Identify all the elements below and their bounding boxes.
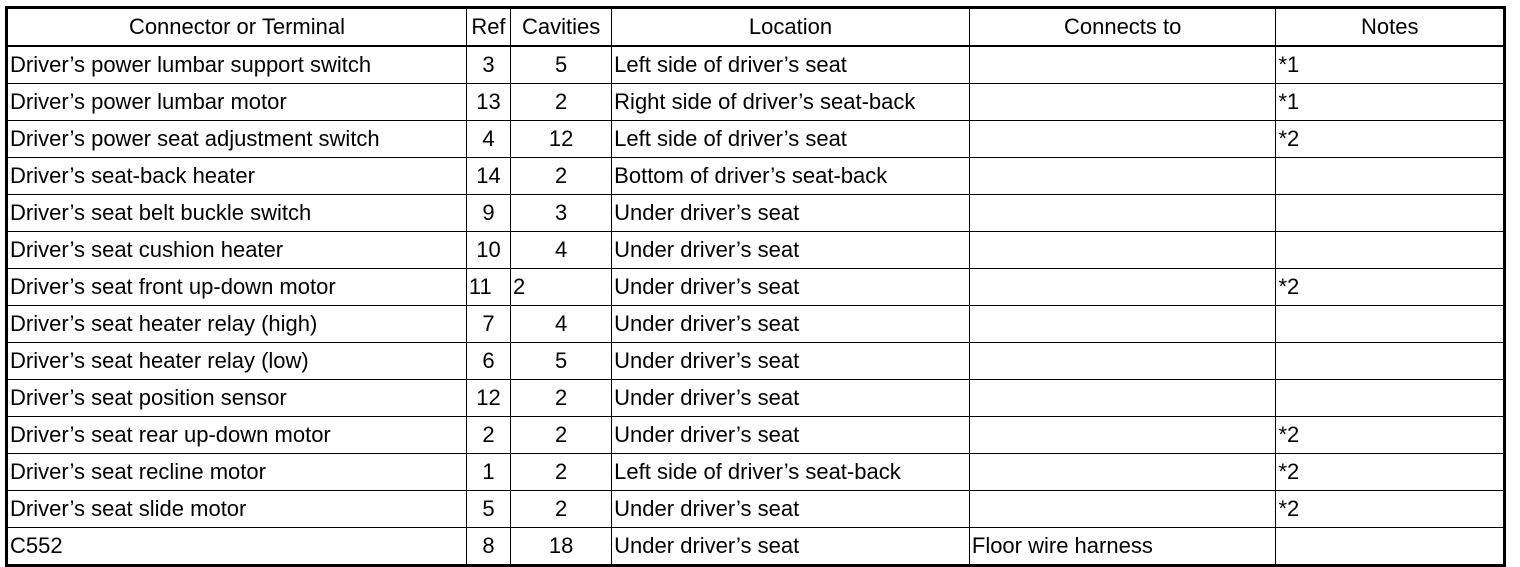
cell-location: Under driver’s seat [612,380,970,417]
cell-location: Under driver’s seat [612,306,970,343]
cell-connector: Driver’s seat rear up-down motor [7,417,467,454]
cell-ref: 12 [466,380,510,417]
cell-connects-to [969,306,1276,343]
cell-cavities: 4 [510,232,611,269]
cell-cavities: 2 [510,269,611,306]
cell-notes: *1 [1276,84,1505,121]
cell-notes [1276,232,1505,269]
cell-ref: 13 [466,84,510,121]
cell-notes: *2 [1276,121,1505,158]
cell-cavities: 5 [510,343,611,380]
header-connects-to: Connects to [969,8,1276,47]
cell-connector: Driver’s power lumbar support switch [7,46,467,84]
cell-notes [1276,380,1505,417]
cell-connector: Driver’s seat slide motor [7,491,467,528]
cell-ref: 1 [466,454,510,491]
cell-cavities: 12 [510,121,611,158]
cell-notes [1276,528,1505,566]
cell-ref: 7 [466,306,510,343]
cell-cavities: 18 [510,528,611,566]
cell-location: Left side of driver’s seat [612,46,970,84]
cell-connects-to [969,46,1276,84]
cell-ref: 3 [466,46,510,84]
header-ref: Ref [466,8,510,47]
cell-ref: 6 [466,343,510,380]
cell-ref: 4 [466,121,510,158]
table-row [7,84,1505,121]
cell-ref: 10 [466,232,510,269]
cell-notes [1276,306,1505,343]
cell-ref: 11 [466,269,510,306]
cell-connects-to [969,343,1276,380]
table-row [7,454,1505,491]
cell-notes: *2 [1276,269,1505,306]
cell-cavities: 2 [510,417,611,454]
table-row [7,380,1505,417]
header-notes: Notes [1276,8,1505,47]
cell-notes [1276,195,1505,232]
cell-location: Bottom of driver’s seat-back [612,158,970,195]
cell-connects-to [969,491,1276,528]
header-connector: Connector or Terminal [7,8,467,47]
cell-connector: Driver’s seat belt buckle switch [7,195,467,232]
cell-cavities: 2 [510,158,611,195]
cell-connector: Driver’s seat recline motor [7,454,467,491]
cell-cavities: 2 [510,454,611,491]
cell-cavities: 2 [510,380,611,417]
cell-cavities: 5 [510,46,611,84]
cell-ref: 2 [466,417,510,454]
header-row [7,8,1505,47]
cell-location: Under driver’s seat [612,343,970,380]
cell-location: Under driver’s seat [612,232,970,269]
cell-ref: 8 [466,528,510,566]
cell-connects-to [969,454,1276,491]
cell-ref: 9 [466,195,510,232]
cell-notes: *1 [1276,46,1505,84]
table-row [7,343,1505,380]
cell-connector: C552 [7,528,467,566]
cell-connects-to [969,121,1276,158]
cell-cavities: 2 [510,84,611,121]
cell-cavities: 3 [510,195,611,232]
table-row [7,417,1505,454]
cell-connects-to [969,380,1276,417]
cell-connects-to [969,232,1276,269]
cell-notes: *2 [1276,491,1505,528]
cell-location: Left side of driver’s seat [612,121,970,158]
cell-connector: Driver’s power lumbar motor [7,84,467,121]
table-row [7,306,1505,343]
cell-notes: *2 [1276,417,1505,454]
table-body [7,46,1505,566]
table-row [7,528,1505,566]
cell-connector: Driver’s power seat adjustment switch [7,121,467,158]
table-row [7,269,1505,306]
cell-location: Under driver’s seat [612,269,970,306]
cell-connects-to [969,417,1276,454]
cell-location: Under driver’s seat [612,491,970,528]
cell-notes [1276,343,1505,380]
cell-location: Right side of driver’s seat-back [612,84,970,121]
table-row [7,46,1505,84]
table-row [7,121,1505,158]
table-row [7,195,1505,232]
cell-connects-to: Floor wire harness [969,528,1276,566]
header-cavities: Cavities [510,8,611,47]
cell-connects-to [969,269,1276,306]
cell-location: Left side of driver’s seat-back [612,454,970,491]
cell-connects-to [969,84,1276,121]
cell-notes [1276,158,1505,195]
cell-connects-to [969,195,1276,232]
cell-connector: Driver’s seat front up-down motor [7,269,467,306]
connector-table [5,6,1506,567]
cell-location: Under driver’s seat [612,417,970,454]
table-row [7,158,1505,195]
cell-connector: Driver’s seat cushion heater [7,232,467,269]
table-row [7,232,1505,269]
cell-connects-to [969,158,1276,195]
cell-ref: 5 [466,491,510,528]
cell-connector: Driver’s seat position sensor [7,380,467,417]
cell-connector: Driver’s seat heater relay (high) [7,306,467,343]
cell-connector: Driver’s seat-back heater [7,158,467,195]
cell-cavities: 2 [510,491,611,528]
cell-location: Under driver’s seat [612,195,970,232]
cell-location: Under driver’s seat [612,528,970,566]
cell-cavities: 4 [510,306,611,343]
table-row [7,491,1505,528]
header-location: Location [612,8,970,47]
cell-connector: Driver’s seat heater relay (low) [7,343,467,380]
cell-notes: *2 [1276,454,1505,491]
cell-ref: 14 [466,158,510,195]
